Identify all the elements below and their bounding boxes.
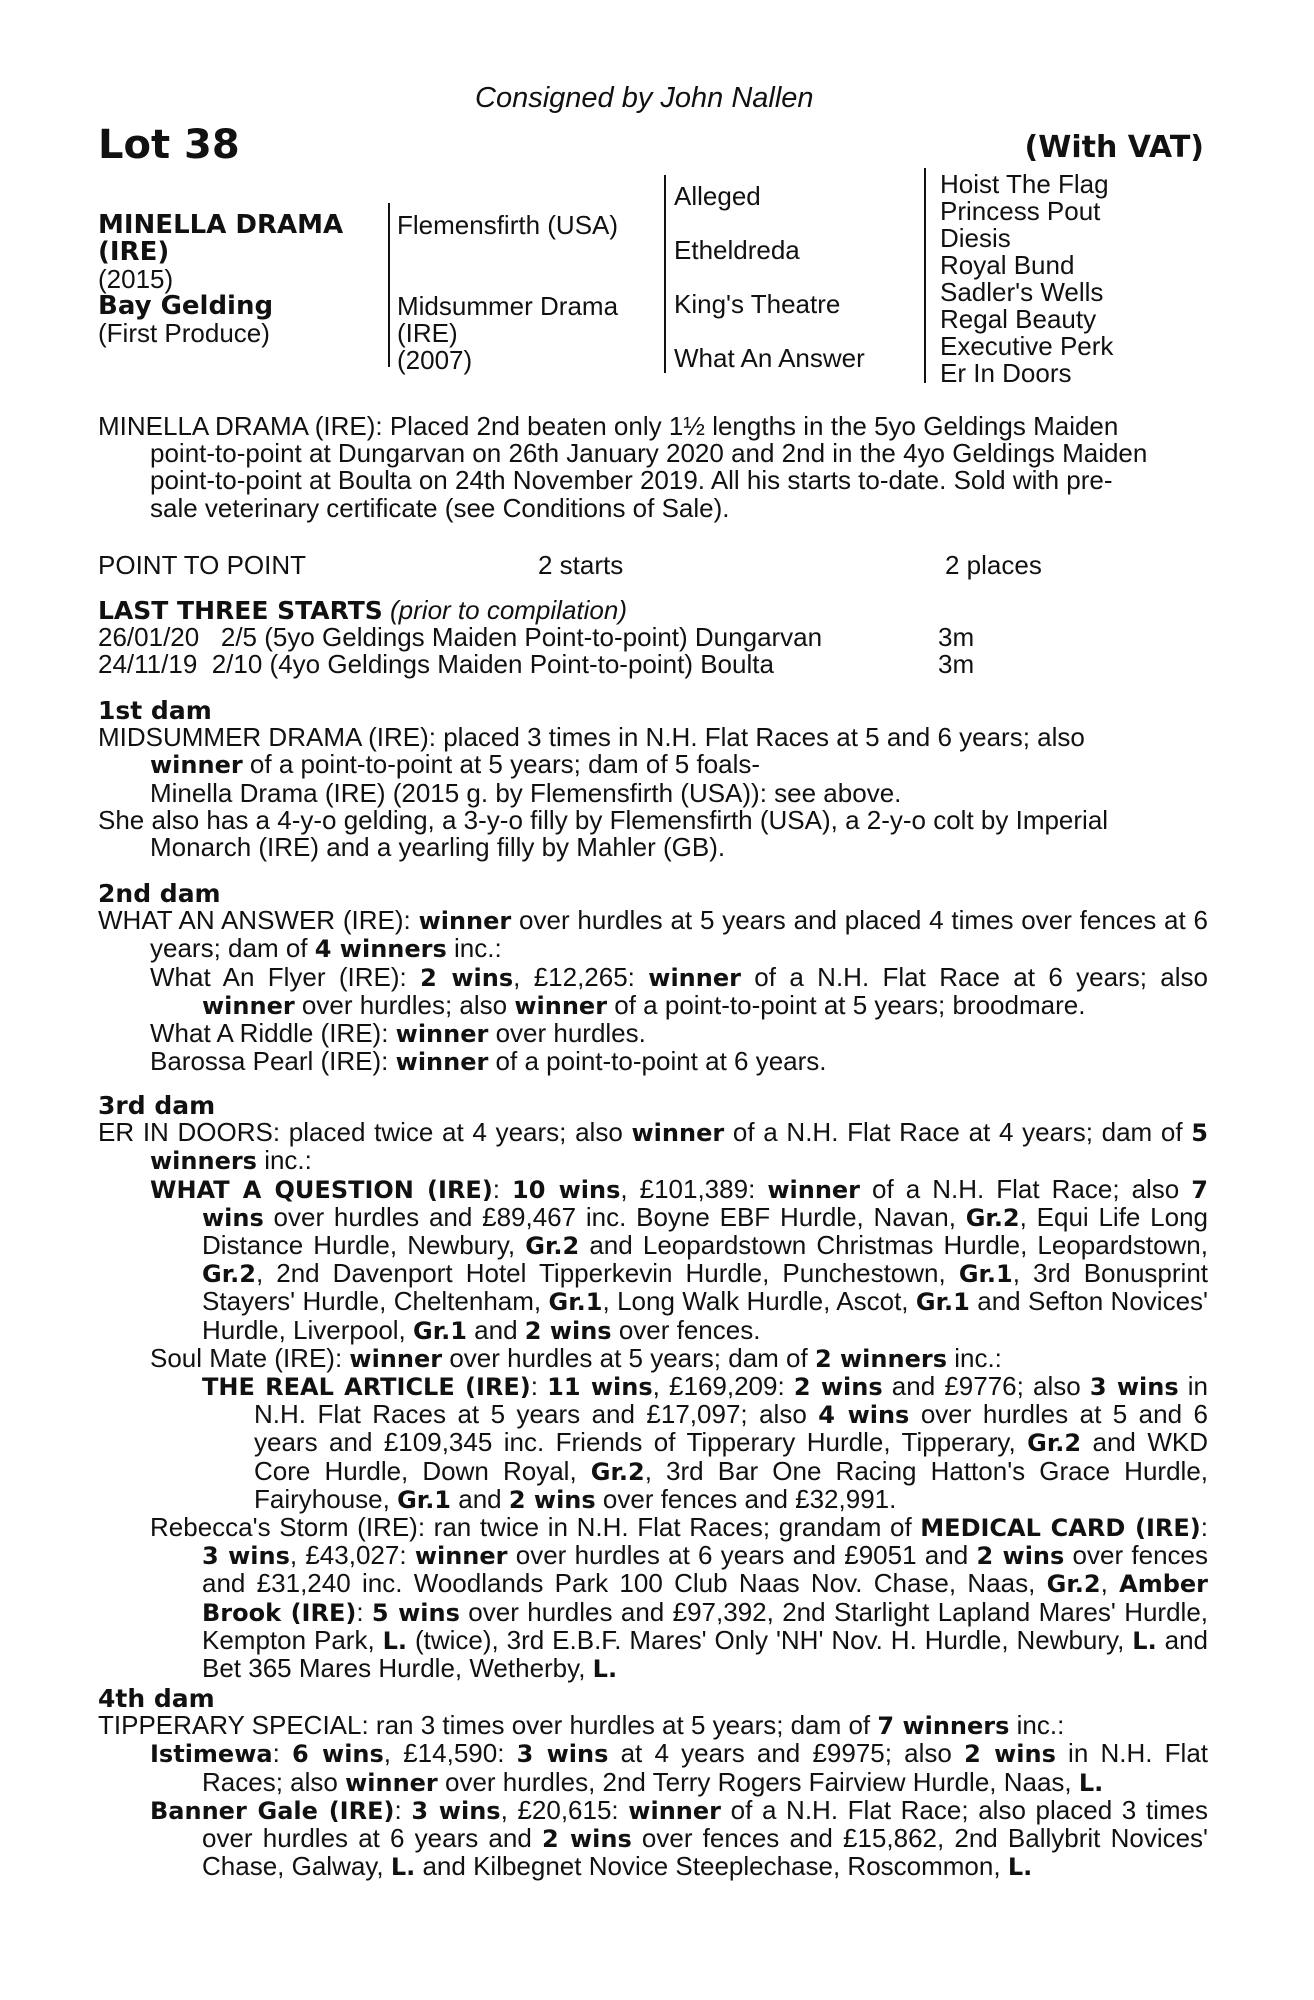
sire-name: Flemensfirth (USA): [397, 210, 619, 240]
gen3-item: Executive Perk: [940, 331, 1114, 361]
gen3-item: Princess Pout: [940, 196, 1101, 226]
race-text: 26/01/20 2/5 (5yo Geldings Maiden Point-to-point) Dungarvan: [98, 622, 823, 653]
summary-line: point-to-point at Boulta on 24th November 2019. All his starts to-date. Sold with pre-: [150, 465, 1113, 496]
gen2-item: Etheldreda: [674, 235, 800, 265]
dam-country: (IRE): [397, 318, 458, 348]
third-dam-heading: 3rd dam: [98, 1091, 216, 1120]
gen2-item: What An Answer: [674, 343, 865, 373]
summary-line: MINELLA DRAMA (IRE): Placed 2nd beaten only 1½ lengths in the 5yo Geldings Maiden: [98, 411, 1119, 441]
second-dam-heading: 2nd dam: [98, 879, 221, 908]
gen3-item: Regal Beauty: [940, 304, 1097, 334]
vat-note: (With VAT): [1024, 130, 1204, 165]
first-dam-text: of a point-to-point at 5 years; dam of 5 foals-: [242, 749, 761, 780]
race-distance: 3m: [938, 649, 975, 680]
dam-year: (2007): [397, 345, 473, 375]
first-dam-heading: 1st dam: [98, 696, 212, 725]
horse-year: (2015): [98, 264, 174, 294]
p2p-places: 2 places: [945, 550, 1042, 580]
horse-name: MINELLA DRAMA: [98, 210, 344, 240]
second-dam-text: WHAT AN ANSWER (IRE): winner over hurdles at 5 years and placed 4 times over fences at 6 years; dam of 4 winners inc.:: [98, 905, 1208, 964]
bold-text: winner: [150, 751, 243, 780]
second-dam-section: [98, 880, 1208, 1076]
gen3-item: Diesis: [940, 223, 1011, 253]
last-three-heading: LAST THREE STARTS: [98, 596, 383, 625]
gen3-item: Er In Doors: [940, 358, 1072, 388]
grand-offspring-entry: THE REAL ARTICLE (IRE): 11 wins, £169,209: 2 wins and £9776; also 3 wins in N.H. Flat Races at 5 years and £17,097; also 4 wins over hurdles at 5 and 6 years and £109,345 inc. Friends of Tipperary Hurdle, Tipperary, Gr.2 and WKD Core Hurdle, Down Royal, Gr.2, 3rd Bar One Racing Hatton's Grace Hurdle, Fairyhouse, Gr.1 and 2 wins over fences and £32,991.: [202, 1371, 1209, 1514]
offspring-entry: Soul Mate (IRE): winner over hurdles at 5 years; dam of 2 winners inc.:: [150, 1342, 1002, 1373]
first-dam-line: Minella Drama (IRE) (2015 g. by Flemensfirth (USA)): see above.: [150, 777, 902, 808]
offspring-entry: What An Flyer (IRE): 2 wins, £12,265: winner of a N.H. Flat Race at 6 years; also winner over hurdles; also winner of a point-to-point at 5 years; broodmare.: [150, 961, 1208, 1020]
gen3-item: Hoist The Flag: [940, 169, 1109, 199]
pedigree-divider-2: [664, 175, 666, 373]
first-dam-line: She also has a 4-y-o gelding, a 3-y-o filly by Flemensfirth (USA), a 2-y-o colt by Imperial: [98, 804, 1109, 835]
summary-line: sale veterinary certificate (see Conditions of Sale).: [150, 492, 730, 523]
third-dam-section: [98, 1092, 1208, 1683]
fourth-dam-section: [98, 1685, 1208, 1881]
first-dam-line: MIDSUMMER DRAMA (IRE): placed 3 times in N.H. Flat Races at 5 and 6 years; also: [98, 722, 1085, 753]
third-dam-text: ER IN DOORS: placed twice at 4 years; also winner of a N.H. Flat Race at 4 years; dam of 5 winners inc.:: [98, 1117, 1208, 1176]
gen3-item: Royal Bund: [940, 250, 1075, 280]
last-three-section: [98, 597, 1208, 679]
offspring-entry: Barossa Pearl (IRE): winner of a point-to-point at 6 years.: [150, 1046, 827, 1077]
offspring-entry: Istimewa: 6 wins, £14,590: 3 wins at 4 years and £9975; also 2 wins in N.H. Flat Races; also winner over hurdles, 2nd Terry Rogers Fairview Hurdle, Naas, L.: [150, 1738, 1209, 1797]
gen3-item: Sadler's Wells: [940, 277, 1104, 307]
pedigree-divider-1: [388, 203, 390, 367]
fourth-dam-heading: 4th dam: [98, 1684, 215, 1713]
first-dam-section: [98, 697, 1208, 861]
race-text: 24/11/19 2/10 (4yo Geldings Maiden Point-to-point) Boulta: [98, 649, 774, 680]
consignor-line: Consigned by John Nallen: [475, 82, 814, 114]
horse-country: (IRE): [98, 237, 170, 267]
race-row: [98, 624, 1208, 651]
pedigree-divider-3: [924, 168, 926, 383]
dam-name: Midsummer Drama: [397, 291, 619, 321]
last-three-note: (prior to compilation): [390, 595, 627, 625]
horse-note: (First Produce): [98, 318, 270, 348]
offspring-entry: Rebecca's Storm (IRE): ran twice in N.H. Flat Races; grandam of MEDICAL CARD (IRE): 3 wins, £43,027: winner over hurdles at 6 years and £9051 and 2 wins over fences and £31,240 inc. Woodlands Park 100 Club Naas Nov. Chase, Naas, Gr.2, Amber Brook (IRE): 5 wins over hurdles and £97,392, 2nd Starlight Lapland Mares' Hurdle, Kempton Park, L. (twice), 3rd E.B.F. Mares' Only 'NH' Nov. H. Hurdle, Newbury, L. and Bet 365 Mares Hurdle, Wetherby, L.: [150, 1512, 1209, 1684]
race-row: [98, 651, 1208, 678]
offspring-entry: Banner Gale (IRE): 3 wins, £20,615: winner of a N.H. Flat Race; also placed 3 times over hurdles at 6 years and 2 wins over fences and £15,862, 2nd Ballybrit Novices' Chase, Galway, L. and Kilbegnet Novice Steeplechase, Roscommon, L.: [150, 1794, 1209, 1882]
p2p-label: POINT TO POINT: [98, 550, 307, 580]
race-distance: 3m: [938, 622, 975, 653]
summary-line: point-to-point at Dungarvan on 26th January 2020 and 2nd in the 4yo Geldings Maiden: [150, 438, 1148, 469]
first-dam-line: Monarch (IRE) and a yearling filly by Mahler (GB).: [150, 832, 726, 863]
offspring-entry: WHAT A QUESTION (IRE): 10 wins, £101,389: winner of a N.H. Flat Race; also 7 wins over hurdles and £89,467 inc. Boyne EBF Hurdle, Navan, Gr.2, Equi Life Long Distance Hurdle, Newbury, Gr.2 and Leopardstown Christmas Hurdle, Leopardstown, Gr.2, 2nd Davenport Hotel Tipperkevin Hurdle, Punchestown, Gr.1, 3rd Bonusprint Stayers' Hurdle, Cheltenham, Gr.1, Long Walk Hurdle, Ascot, Gr.1 and Sefton Novices' Hurdle, Liverpool, Gr.1 and 2 wins over fences.: [150, 1173, 1208, 1345]
offspring-entry: What A Riddle (IRE): winner over hurdles.: [150, 1018, 646, 1049]
lot-number: Lot 38: [98, 122, 240, 168]
gen2-item: King's Theatre: [674, 289, 841, 319]
horse-type: Bay Gelding: [98, 291, 274, 321]
gen2-item: Alleged: [674, 181, 761, 211]
fourth-dam-text: TIPPERARY SPECIAL: ran 3 times over hurdles at 5 years; dam of 7 winners inc.:: [98, 1710, 1065, 1741]
summary-block: [98, 413, 1208, 522]
p2p-starts: 2 starts: [538, 550, 624, 580]
